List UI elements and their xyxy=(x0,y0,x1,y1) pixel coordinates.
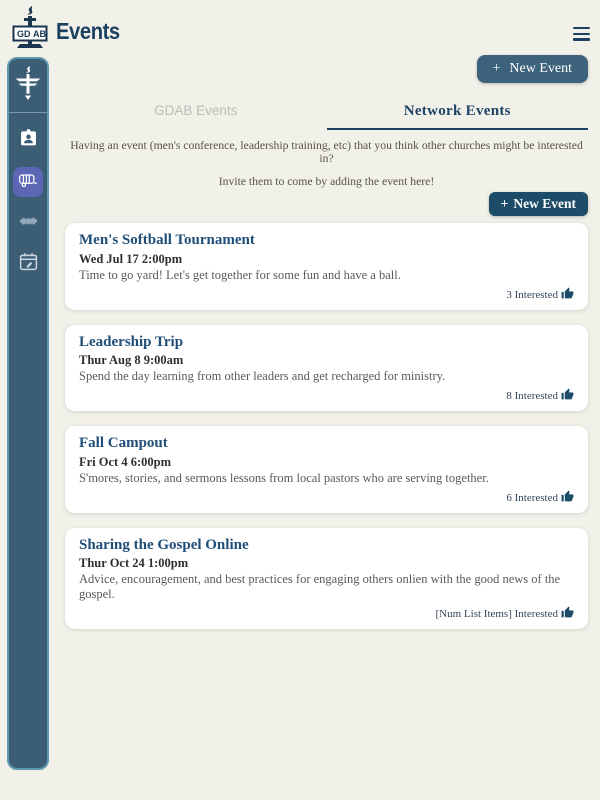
event-datetime: Thur Aug 8 9:00am xyxy=(79,353,184,367)
event-description: Time to go yard! Let's get together for some fun and have a ball. xyxy=(79,267,401,282)
sidebar-item-serving[interactable] xyxy=(13,211,43,237)
event-description: S'mores, stories, and sermons lessons from local pastors who are serving together. xyxy=(79,470,489,485)
thumbs-up-icon[interactable] xyxy=(561,490,574,508)
event-title: Men's Softball Tournament xyxy=(79,232,255,248)
event-card[interactable] xyxy=(65,426,588,513)
new-event-label: New Event xyxy=(513,196,576,211)
intro-text-line2: Invite them to come by adding the event here! xyxy=(218,175,435,188)
event-footer xyxy=(79,387,574,407)
event-footer xyxy=(79,286,574,306)
sidebar-icon-list xyxy=(13,127,43,277)
gdab-logo xyxy=(10,5,50,51)
event-footer xyxy=(79,489,574,509)
event-list xyxy=(65,223,588,629)
tab-gdab-events[interactable]: GDAB Events xyxy=(154,103,238,118)
sidebar-item-home[interactable] xyxy=(9,59,47,113)
badge-icon xyxy=(18,127,39,153)
event-card[interactable] xyxy=(65,325,588,412)
event-description: Spend the day learning from other leaders and get recharged for ministry. xyxy=(79,369,446,383)
interested-count: 3 Interested xyxy=(506,288,558,301)
page-title: Events xyxy=(56,18,120,44)
event-description: Advice, encouragement, and best practices for engaging others onlien with the good news of the gospel. xyxy=(79,572,561,601)
tab-network-events[interactable]: Network Events xyxy=(327,97,589,130)
svg-text:AB: AB xyxy=(33,29,46,39)
event-card[interactable] xyxy=(65,223,588,310)
interested-count: [Num List Items] Interested xyxy=(435,608,558,620)
sidebar xyxy=(7,57,49,770)
event-title: Fall Campout xyxy=(79,435,168,451)
sidebar-item-members[interactable] xyxy=(13,127,43,153)
main-content xyxy=(65,50,588,629)
thumbs-up-icon[interactable] xyxy=(561,388,574,406)
torch-logo-icon xyxy=(13,66,43,105)
new-event-label: New Event xyxy=(509,61,572,76)
svg-text:GD: GD xyxy=(17,29,31,39)
event-title: Leadership Trip xyxy=(79,333,184,350)
new-event-button[interactable] xyxy=(489,192,588,216)
calendar-edit-icon xyxy=(18,251,39,277)
hamburger-menu-icon[interactable] xyxy=(573,27,590,44)
intro-text-line1: Having an event (men's conference, leadership training, etc) that you think other churches might be interested in? xyxy=(70,139,583,165)
camper-icon xyxy=(18,170,38,195)
event-card[interactable] xyxy=(65,528,588,630)
interested-count: 8 Interested xyxy=(506,390,558,402)
event-datetime: Wed Jul 17 2:00pm xyxy=(79,251,183,266)
plus-icon: + xyxy=(492,61,501,76)
event-datetime: Fri Oct 4 6:00pm xyxy=(79,454,171,469)
new-event-button-top[interactable] xyxy=(477,55,589,83)
event-datetime: Thur Oct 24 1:00pm xyxy=(79,556,189,570)
handshake-icon xyxy=(18,211,39,237)
thumbs-up-icon[interactable] xyxy=(561,606,574,624)
tab-bar xyxy=(65,97,588,130)
event-footer xyxy=(79,605,574,625)
sidebar-item-schedule[interactable] xyxy=(13,251,43,277)
event-title: Sharing the Gospel Online xyxy=(79,536,249,553)
interested-count: 6 Interested xyxy=(506,491,558,504)
plus-icon: + xyxy=(500,196,509,211)
sidebar-item-events[interactable] xyxy=(13,167,43,197)
thumbs-up-icon[interactable] xyxy=(561,287,574,305)
